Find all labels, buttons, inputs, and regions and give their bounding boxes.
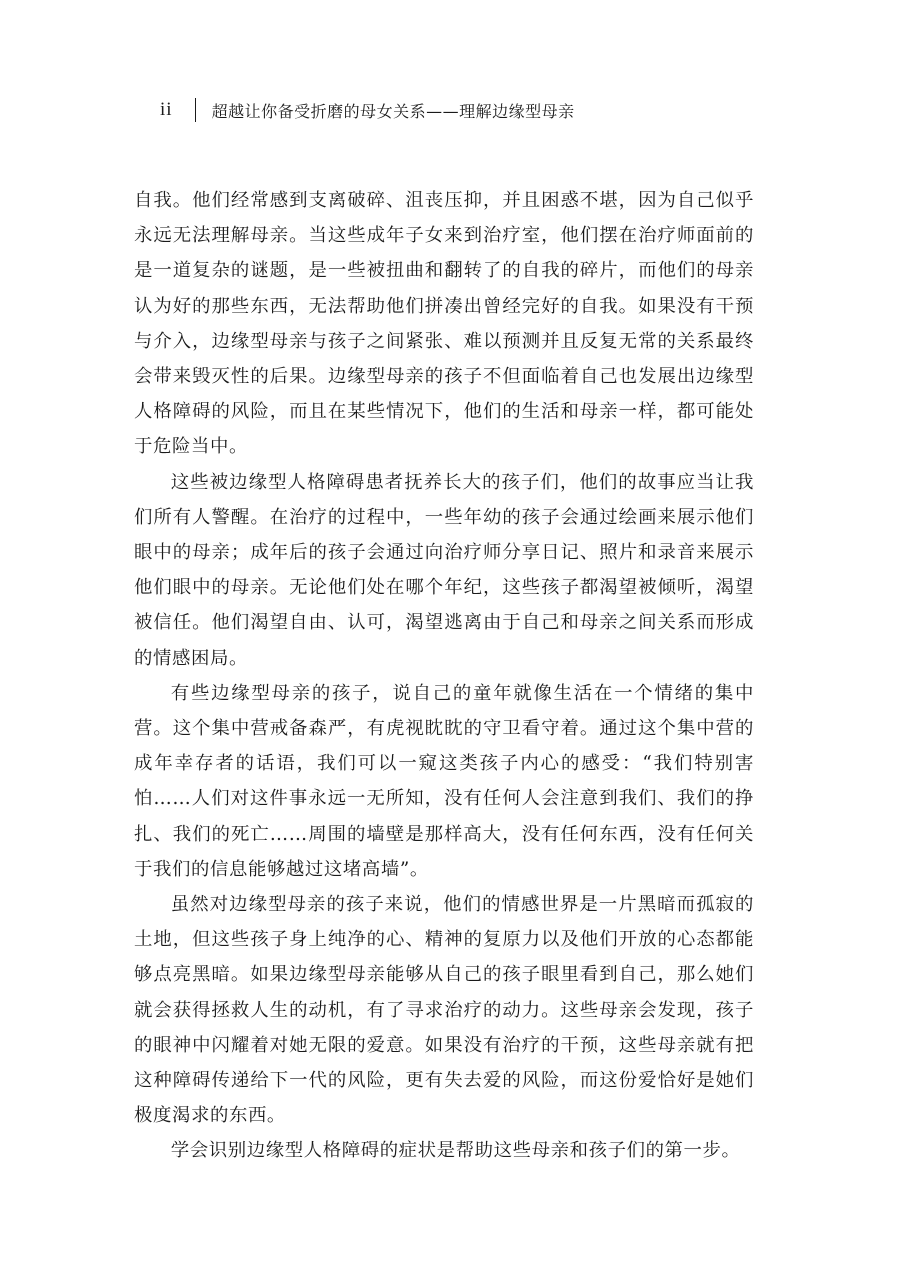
header-divider [195,98,196,122]
book-title: 超越让你备受折磨的母女关系——理解边缘型母亲 [211,101,575,121]
paragraph: 有些边缘型母亲的孩子，说自己的童年就像生活在一个情绪的集中营。这个集中营戒备森严，有虎视眈眈的守卫看守着。通过这个集中营的成年幸存者的话语，我们可以一窥这类孩子内心的感受：“我们特别害怕……人们对这件事永远一无所知，没有任何人会注意到我们、我们的挣扎、我们的死亡……周围的墙壁是那样高大，没有任何东西，没有任何关于我们的信息能够越过这堵高墙”。 [134,682,754,880]
body-text [134,183,754,1169]
paragraph: 这些被边缘型人格障碍患者抚养长大的孩子们，他们的故事应当让我们所有人警醒。在治疗的过程中，一些年幼的孩子会通过绘画来展示他们眼中的母亲；成年后的孩子会通过向治疗师分享日记、照片和录音来展示他们眼中的母亲。无论他们处在哪个年纪，这些孩子都渴望被倾听，渴望被信任。他们渴望自由、认可，渴望逃离由于自己和母亲之间关系而形成的情感困局。 [134,471,754,669]
page-number: ii [160,99,173,120]
paragraph: 虽然对边缘型母亲的孩子来说，他们的情感世界是一片黑暗而孤寂的土地，但这些孩子身上纯净的心、精神的复原力以及他们开放的心态都能够点亮黑暗。如果边缘型母亲能够从自己的孩子眼里看到自己，那么她们就会获得拯救人生的动机，有了寻求治疗的动力。这些母亲会发现，孩子的眼神中闪耀着对她无限的爱意。如果没有治疗的干预，这些母亲就有把这种障碍传递给下一代的风险，更有失去爱的风险，而这份爱恰好是她们极度渴求的东西。 [134,894,754,1127]
paragraph: 学会识别边缘型人格障碍的症状是帮助这些母亲和孩子们的第一步。 [170,1140,741,1162]
running-header [160,96,575,124]
paragraph-continued: 自我。他们经常感到支离破碎、沮丧压抑，并且困惑不堪，因为自己似乎永远无法理解母亲。当这些成年子女来到治疗室，他们摆在治疗师面前的是一道复杂的谜题，是一些被扭曲和翻转了的自我的碎片，而他们的母亲认为好的那些东西，无法帮助他们拼凑出曾经完好的自我。如果没有干预与介入，边缘型母亲与孩子之间紧张、难以预测并且反复无常的关系最终会带来毁灭性的后果。边缘型母亲的孩子不但面临着自己也发展出边缘型人格障碍的风险，而且在某些情况下，他们的生活和母亲一样，都可能处于危险当中。 [134,190,754,458]
